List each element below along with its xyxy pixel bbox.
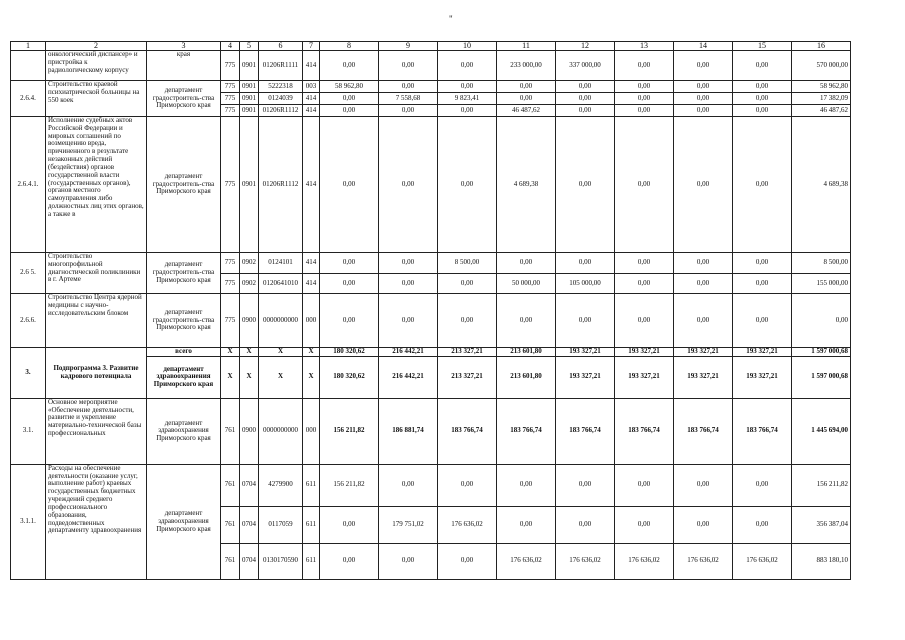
cell: 216 442,21	[379, 348, 438, 357]
header-cell: 5	[240, 42, 259, 51]
cell: 0,00	[674, 274, 733, 294]
cell: 183 766,74	[497, 398, 556, 464]
cell: 0,00	[438, 274, 497, 294]
cell: 4279900	[259, 464, 303, 506]
cell: 0,00	[320, 274, 379, 294]
cell: 0,00	[674, 506, 733, 543]
cell: 176 636,02	[497, 543, 556, 579]
cell: 0,00	[733, 81, 792, 93]
cell: 0901	[240, 105, 259, 117]
cell: 156 211,82	[320, 398, 379, 464]
cell: 0,00	[674, 294, 733, 348]
cell: 1 597 000,68	[792, 356, 851, 398]
cell: 17 382,09	[792, 93, 851, 105]
cell: 0900	[240, 398, 259, 464]
row-description: Строительство Центра ядерной медицины с научно-исследовательским блоком	[46, 294, 147, 348]
cell: 775	[221, 93, 240, 105]
cell: 4 689,38	[792, 117, 851, 253]
header-row	[11, 42, 851, 51]
cell: 4 689,38	[497, 117, 556, 253]
cell: 5222318	[259, 81, 303, 93]
cell: 0124101	[259, 253, 303, 274]
cell: 0,00	[674, 464, 733, 506]
row-description: Исполнение судебных актов Российской Федерации и мировых соглашений по возмещению вреда, причиненного в результате незаконных действий (бездействия) органов государственной власти (государственных органов), органов местного самоуправления либо должностных лиц этих органов, а также в	[46, 117, 147, 253]
cell: 414	[303, 105, 320, 117]
cell: 0000000000	[259, 398, 303, 464]
cell: 0,00	[733, 294, 792, 348]
cell: 0,00	[556, 93, 615, 105]
cell: 58 962,80	[792, 81, 851, 93]
header-cell: 11	[497, 42, 556, 51]
cell: 183 766,74	[556, 398, 615, 464]
cell: 775	[221, 105, 240, 117]
cell: 0,00	[733, 464, 792, 506]
cell: 0,00	[379, 464, 438, 506]
row-department: департамент градостроитель-ства Приморского края	[147, 294, 221, 348]
cell: 0,00	[733, 117, 792, 253]
header-cell: 8	[320, 42, 379, 51]
cell: 0,00	[320, 105, 379, 117]
cell: X	[303, 348, 320, 357]
cell: 883 180,10	[792, 543, 851, 579]
cell: 0,00	[379, 117, 438, 253]
cell: 46 487,62	[497, 105, 556, 117]
cell: 0,00	[556, 105, 615, 117]
cell: X	[240, 348, 259, 357]
cell: 176 636,02	[556, 543, 615, 579]
cell: 8 500,00	[438, 253, 497, 274]
cell: 0,00	[556, 253, 615, 274]
row-description: Подпрограмма 3. Развитие кадрового потенциала	[46, 348, 147, 399]
cell: 0,00	[438, 294, 497, 348]
cell: 775	[221, 274, 240, 294]
header-cell: 7	[303, 42, 320, 51]
cell: 0,00	[438, 117, 497, 253]
budget-table	[10, 41, 851, 580]
cell: 0,00	[379, 543, 438, 579]
cell: 0,00	[438, 464, 497, 506]
cell: 0,00	[733, 506, 792, 543]
cell: 356 387,04	[792, 506, 851, 543]
cell: X	[259, 348, 303, 357]
cell: 105 000,00	[556, 274, 615, 294]
cell: 0,00	[674, 51, 733, 81]
cell: 0,00	[615, 506, 674, 543]
cell: 01206R1111	[259, 51, 303, 81]
cell: 50 000,00	[497, 274, 556, 294]
cell: 775	[221, 51, 240, 81]
cell: 0,00	[792, 294, 851, 348]
cell: 761	[221, 464, 240, 506]
table-row	[11, 81, 851, 93]
row-description: Строительство многопрофильной диагностической поликлиники в г. Артеме	[46, 253, 147, 294]
cell: 761	[221, 506, 240, 543]
cell: 183 766,74	[438, 398, 497, 464]
row-department: департамент здравоохранения Приморского края	[147, 398, 221, 464]
cell: 8 500,00	[792, 253, 851, 274]
cell: 0,00	[733, 93, 792, 105]
cell: 0,00	[379, 253, 438, 274]
cell: 611	[303, 506, 320, 543]
cell: 0,00	[497, 81, 556, 93]
row-department: департамент градостроитель-ства Приморского края	[147, 117, 221, 253]
cell: 000	[303, 398, 320, 464]
row-number: 2.6.6.	[11, 294, 46, 348]
table-row	[11, 253, 851, 274]
page-mark: "	[449, 14, 453, 24]
cell: 0901	[240, 51, 259, 81]
cell: 0,00	[438, 105, 497, 117]
row-number: 2.6.4.	[11, 81, 46, 117]
cell: 180 320,62	[320, 348, 379, 357]
cell: 761	[221, 398, 240, 464]
cell: 775	[221, 253, 240, 274]
cell: 193 327,21	[674, 356, 733, 398]
cell: 0,00	[497, 93, 556, 105]
cell: 0,00	[438, 81, 497, 93]
cell: 183 766,74	[615, 398, 674, 464]
cell: 213 601,80	[497, 348, 556, 357]
cell: 0901	[240, 93, 259, 105]
row-number: 3.	[11, 348, 46, 399]
cell: 183 766,74	[733, 398, 792, 464]
cell: 176 636,02	[615, 543, 674, 579]
cell: 570 000,00	[792, 51, 851, 81]
cell: 414	[303, 93, 320, 105]
cell: 0,00	[497, 506, 556, 543]
cell: 0,00	[615, 294, 674, 348]
cell: 0,00	[615, 117, 674, 253]
cell: 337 000,00	[556, 51, 615, 81]
cell: 0,00	[320, 506, 379, 543]
cell: 0902	[240, 253, 259, 274]
cell: 0,00	[674, 93, 733, 105]
cell: 0,00	[674, 117, 733, 253]
cell: 176 636,02	[733, 543, 792, 579]
row-number: 3.1.	[11, 398, 46, 464]
row-department: департамент здравоохранения Приморского края	[147, 464, 221, 579]
cell: 414	[303, 51, 320, 81]
cell: 414	[303, 117, 320, 253]
cell: 0,00	[320, 117, 379, 253]
header-cell: 9	[379, 42, 438, 51]
cell: 611	[303, 464, 320, 506]
cell: X	[303, 356, 320, 398]
cell: 0704	[240, 464, 259, 506]
header-cell: 6	[259, 42, 303, 51]
cell: 0,00	[556, 117, 615, 253]
cell: 193 327,21	[556, 348, 615, 357]
cell: 0,00	[379, 81, 438, 93]
cell: 01206R1112	[259, 117, 303, 253]
row-number: 2.6 5.	[11, 253, 46, 294]
cell: 0120641010	[259, 274, 303, 294]
table-row	[11, 117, 851, 253]
cell: 46 487,62	[792, 105, 851, 117]
cell: 1 597 000,68	[792, 348, 851, 357]
cell: 0,00	[674, 81, 733, 93]
header-cell: 1	[11, 42, 46, 51]
header-cell: 4	[221, 42, 240, 51]
cell: 0,00	[379, 105, 438, 117]
cell: 0,00	[615, 93, 674, 105]
cell: X	[221, 348, 240, 357]
cell: 0704	[240, 506, 259, 543]
cell: 0,00	[320, 294, 379, 348]
cell: 9 823,41	[438, 93, 497, 105]
header-cell: 16	[792, 42, 851, 51]
cell: 611	[303, 543, 320, 579]
cell: 775	[221, 294, 240, 348]
cell: 0,00	[320, 51, 379, 81]
cell: 58 962,80	[320, 81, 379, 93]
header-cell: 3	[147, 42, 221, 51]
cell: 186 881,74	[379, 398, 438, 464]
cell: 0,00	[320, 93, 379, 105]
header-cell: 10	[438, 42, 497, 51]
cell: 0,00	[615, 253, 674, 274]
cell: 414	[303, 253, 320, 274]
header-cell: 14	[674, 42, 733, 51]
cell: 213 327,21	[438, 348, 497, 357]
cell: 01206R1112	[259, 105, 303, 117]
cell: 0900	[240, 294, 259, 348]
cell: 213 327,21	[438, 356, 497, 398]
cell: 0,00	[615, 105, 674, 117]
cell: 176 636,02	[674, 543, 733, 579]
table-row	[11, 294, 851, 348]
cell: 775	[221, 81, 240, 93]
header-cell: 2	[46, 42, 147, 51]
cell: 0,00	[733, 51, 792, 81]
cell: 0,00	[556, 464, 615, 506]
cell: 0,00	[733, 253, 792, 274]
cell: 0,00	[320, 253, 379, 274]
table-row	[11, 348, 851, 357]
row-department-total: всего	[147, 348, 221, 357]
cell: 193 327,21	[733, 348, 792, 357]
cell: 216 442,21	[379, 356, 438, 398]
cell: 0704	[240, 543, 259, 579]
cell: 155 000,00	[792, 274, 851, 294]
cell: 179 751,02	[379, 506, 438, 543]
cell: 0,00	[379, 294, 438, 348]
row-number	[11, 51, 46, 81]
cell: 0,00	[615, 81, 674, 93]
header-cell: 13	[615, 42, 674, 51]
header-cell: 12	[556, 42, 615, 51]
cell: 0,00	[497, 464, 556, 506]
cell: 0,00	[497, 253, 556, 274]
cell: 0000000000	[259, 294, 303, 348]
cell: 0124039	[259, 93, 303, 105]
cell: 761	[221, 543, 240, 579]
cell: 0901	[240, 117, 259, 253]
cell: 003	[303, 81, 320, 93]
cell: 180 320,62	[320, 356, 379, 398]
row-description: Строительство краевой психиатрической больницы на 550 коек	[46, 81, 147, 117]
cell: 193 327,21	[615, 356, 674, 398]
cell: 0117059	[259, 506, 303, 543]
cell: 193 327,21	[674, 348, 733, 357]
row-department: края	[147, 51, 221, 81]
cell: 156 211,82	[320, 464, 379, 506]
cell: 0,00	[615, 464, 674, 506]
row-description: Основное мероприятие «Обеспечение деятельности, развитие и укрепление материально-технической базы профессиональных	[46, 398, 147, 464]
cell: 156 211,82	[792, 464, 851, 506]
cell: 0,00	[556, 81, 615, 93]
cell: 0,00	[320, 543, 379, 579]
cell: 0,00	[556, 506, 615, 543]
row-description: онкологический диспансер» и пристройка к радиологическому корпусу	[46, 51, 147, 81]
cell: 7 558,68	[379, 93, 438, 105]
cell: X	[221, 356, 240, 398]
cell: 0,00	[733, 274, 792, 294]
cell: 183 766,74	[674, 398, 733, 464]
cell: 0,00	[674, 253, 733, 274]
cell: 0,00	[438, 51, 497, 81]
cell: 233 000,00	[497, 51, 556, 81]
cell: 0,00	[733, 105, 792, 117]
table-row	[11, 464, 851, 506]
row-department: департамент здравоохранения Приморского края	[147, 356, 221, 398]
cell: X	[259, 356, 303, 398]
cell: 0901	[240, 81, 259, 93]
cell: 0130170590	[259, 543, 303, 579]
cell: 775	[221, 117, 240, 253]
cell: 0,00	[615, 274, 674, 294]
cell: 193 327,21	[733, 356, 792, 398]
cell: 0,00	[379, 51, 438, 81]
cell: 193 327,21	[615, 348, 674, 357]
cell: 0,00	[556, 294, 615, 348]
cell: 0902	[240, 274, 259, 294]
table-row	[11, 51, 851, 81]
cell: 193 327,21	[556, 356, 615, 398]
cell: X	[240, 356, 259, 398]
cell: 0,00	[438, 543, 497, 579]
row-description: Расходы на обеспечение деятельности (оказание услуг, выполнение работ) краевых государственных бюджетных учреждений среднего профессионального образования, подведомственных департаменту здравоохранения	[46, 464, 147, 579]
header-cell: 15	[733, 42, 792, 51]
cell: 000	[303, 294, 320, 348]
row-department: департамент градостроитель-ства Приморского края	[147, 81, 221, 117]
cell: 0,00	[497, 294, 556, 348]
cell: 176 636,02	[438, 506, 497, 543]
table-row	[11, 398, 851, 464]
row-department: департамент градостроитель-ства Приморского края	[147, 253, 221, 294]
row-number: 2.6.4.1.	[11, 117, 46, 253]
cell: 0,00	[615, 51, 674, 81]
cell: 0,00	[674, 105, 733, 117]
cell: 0,00	[379, 274, 438, 294]
cell: 1 445 694,00	[792, 398, 851, 464]
cell: 414	[303, 274, 320, 294]
cell: 213 601,80	[497, 356, 556, 398]
row-number: 3.1.1.	[11, 464, 46, 579]
